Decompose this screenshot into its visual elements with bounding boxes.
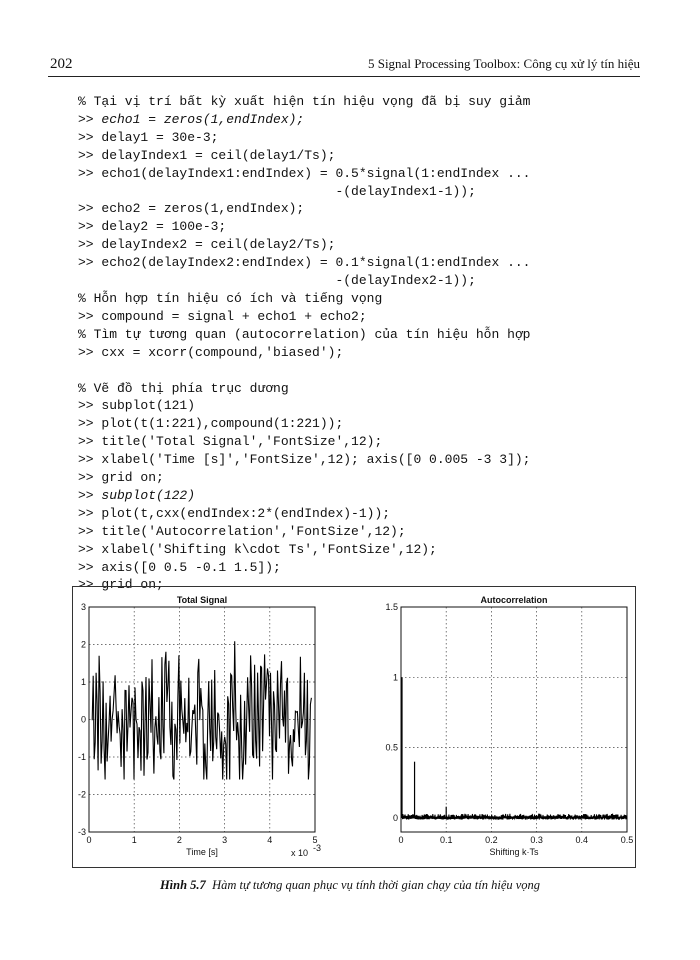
y-tick-label: -3	[77, 827, 86, 837]
code-line: >> echo1 = zeros(1,endIndex);	[78, 111, 305, 127]
y-tick-label: 3	[80, 602, 86, 612]
x-tick-label: 2	[176, 835, 182, 845]
x-tick-label: 0	[398, 835, 404, 845]
code-line: >> title('Autocorrelation','FontSize',12);	[78, 523, 406, 539]
code-line: % Tìm tự tương quan (autocorrelation) của tín hiệu hỗn hợp	[78, 326, 531, 342]
x-tick-label: 0.1	[439, 835, 453, 845]
y-tick-label: 1	[80, 677, 86, 687]
code-line: >> echo2 = zeros(1,endIndex);	[78, 201, 305, 217]
x-tick-label: 0.2	[485, 835, 498, 845]
code-line: % Tại vị trí bất kỳ xuất hiện tín hiệu vọng đã bị suy giảm	[78, 94, 531, 109]
x-axis-label: Shifting k·Ts	[489, 847, 539, 857]
code-line: >> xlabel('Shifting k\cdot Ts','FontSize',12);	[78, 541, 437, 557]
chart-title: Total Signal	[176, 595, 228, 605]
code-line: -(delayIndex1-1));	[78, 183, 476, 199]
code-line: >> echo2(delayIndex2:endIndex) = 0.1*signal(1:endIndex ...	[78, 255, 531, 271]
x-axis-label: Time [s]	[186, 847, 218, 857]
code-line: >> subplot(121)	[78, 398, 196, 414]
code-line: >> compound = signal + echo1 + echo2;	[78, 308, 367, 324]
code-line: >> plot(t,cxx(endIndex:2*(endIndex)-1));	[78, 505, 391, 521]
x-tick-label: 0.4	[575, 835, 589, 845]
code-line: >> delay2 = 100e-3;	[78, 219, 227, 235]
x-tick-label: 4	[267, 835, 273, 845]
chart-title: Autocorrelation	[480, 595, 548, 605]
autocorr-noise	[402, 814, 627, 820]
figure-svg	[73, 587, 635, 867]
x-multiplier-exponent: -3	[313, 843, 322, 853]
code-line: >> grid on;	[78, 577, 164, 593]
axes-box	[401, 607, 627, 832]
page-number: 202	[50, 56, 73, 72]
signal-trace	[92, 641, 311, 779]
code-line: >> delayIndex2 = ceil(delay2/Ts);	[78, 237, 336, 253]
x-multiplier: x 10	[291, 848, 309, 858]
code-line: >> title('Total Signal','FontSize',12);	[78, 434, 383, 450]
code-line: >> cxx = xcorr(compound,'biased');	[78, 344, 344, 360]
x-tick-label: 5	[312, 835, 318, 845]
running-title: 5 Signal Processing Toolbox: Công cụ xử lý tín hiệu	[367, 56, 640, 71]
x-tick-label: 0.5	[620, 835, 634, 845]
code-line: >> delayIndex1 = ceil(delay1/Ts);	[78, 147, 336, 163]
x-tick-label: 0.3	[530, 835, 543, 845]
header-rule	[48, 76, 640, 77]
y-tick-label: 0	[392, 812, 398, 823]
y-tick-label: 2	[80, 639, 86, 650]
x-tick-label: 3	[222, 835, 228, 845]
code-line: % Vẽ đồ thị phía trục dương	[78, 380, 289, 396]
code-line: >> echo1(delayIndex1:endIndex) = 0.5*signal(1:endIndex ...	[78, 165, 531, 181]
code-line: >> plot(t(1:221),compound(1:221));	[78, 416, 344, 432]
y-tick-label: 0	[80, 714, 86, 725]
code-line: >> grid on;	[78, 470, 164, 486]
y-tick-label: 1	[392, 672, 398, 683]
x-tick-label: 0	[86, 835, 92, 845]
figure	[72, 586, 636, 868]
y-tick-label: -2	[77, 789, 86, 800]
x-tick-label: 1	[131, 835, 137, 845]
code-line: >> axis([0 0.5 -0.1 1.5]);	[78, 559, 281, 575]
code-line: >> delay1 = 30e-3;	[78, 129, 219, 145]
code-line: -(delayIndex2-1));	[78, 273, 476, 289]
y-tick-label: -1	[77, 752, 86, 762]
code-listing	[78, 93, 530, 594]
y-tick-label: 0.5	[385, 742, 398, 753]
caption-text: Hàm tự tương quan phục vụ tính thời gian chạy của tín hiệu vọng	[212, 878, 541, 892]
y-tick-label: 1.5	[385, 602, 398, 612]
code-line: % Hỗn hợp tín hiệu có ích và tiếng vọng	[78, 290, 383, 306]
code-line: >> subplot(122)	[78, 487, 196, 503]
figure-caption	[0, 878, 700, 893]
caption-label: Hình 5.7	[159, 878, 206, 892]
code-line: >> xlabel('Time [s]','FontSize',12); axis([0 0.005 -3 3]);	[78, 452, 531, 468]
